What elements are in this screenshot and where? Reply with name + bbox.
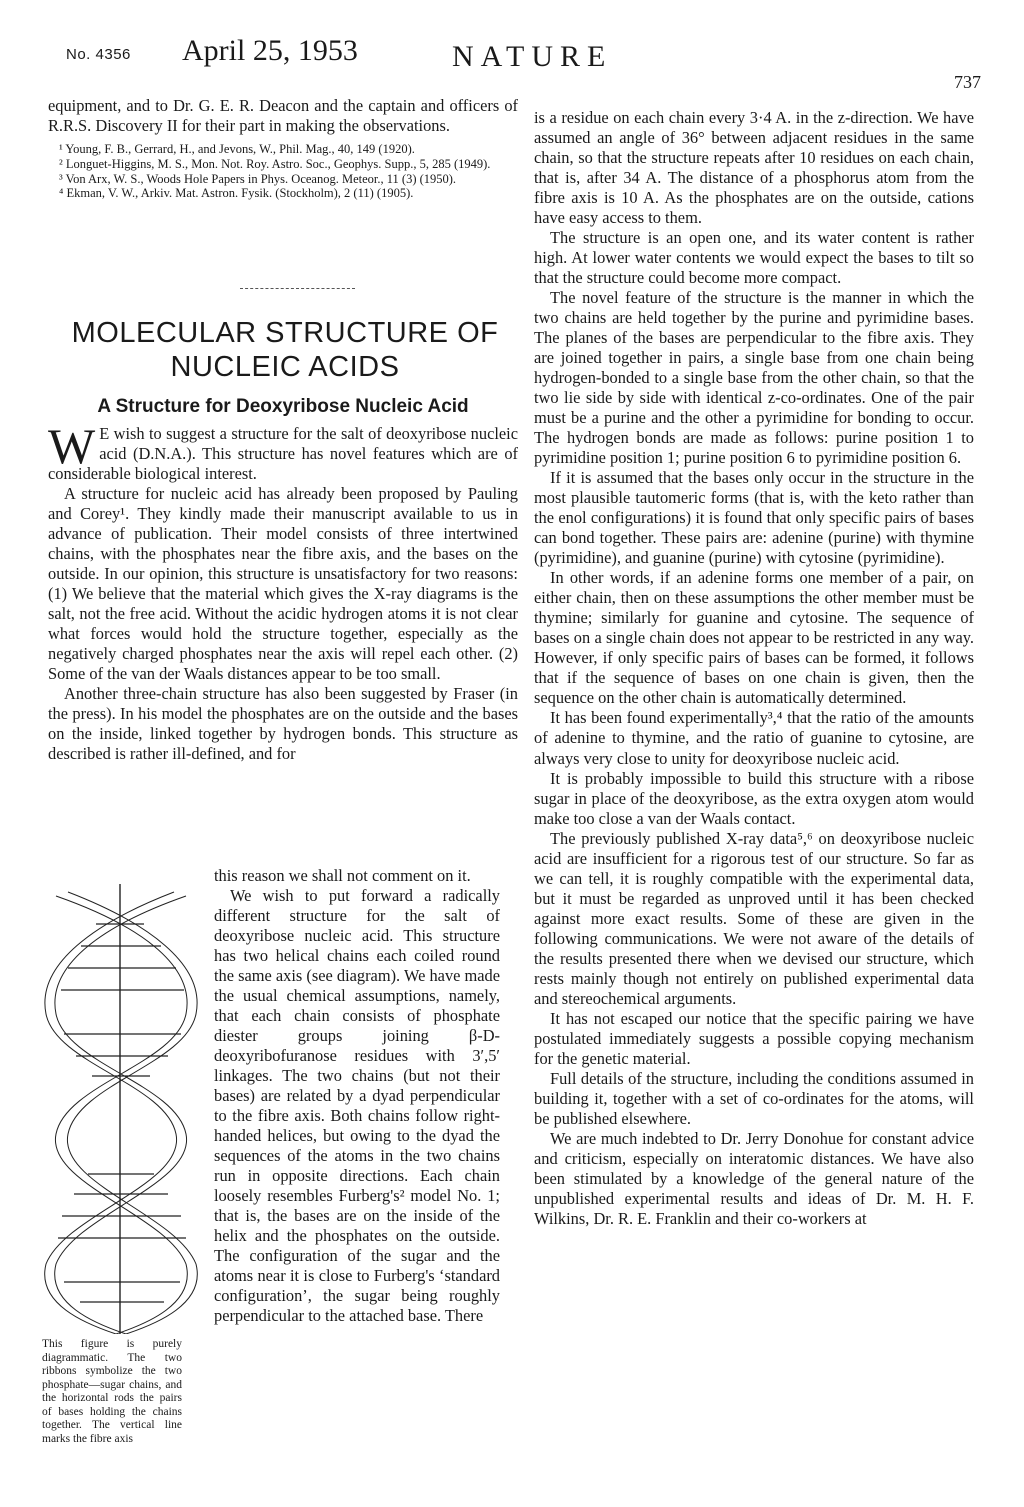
previous-article-end xyxy=(48,96,518,201)
helix-ribbon-1-edge xyxy=(67,892,197,1334)
helix-ribbon-2-edge xyxy=(45,892,177,1334)
double-helix-figure xyxy=(26,884,211,1334)
title-line-2: NUCLEIC ACIDS xyxy=(170,351,400,384)
paragraph: The novel feature of the structure is the manner in which the two chains are held together by the purine and pyrimidine bases. The planes of the bases are perpendicular to the fibre axis. They are joined together in pairs, a single base from one chain being hydrogen-bonded to a single base from the other chain, so that the two lie side by side with identical z-co-ordinates. One of the pair must be a purine and the other a pyrimidine for bonding to occur. The hydrogen bonds are made as follows: purine position 1 to pyrimidine position 1; purine position 6 to pyrimidine position 6. xyxy=(534,288,974,468)
paragraph: Another three-chain structure has also been suggested by Fraser (in the press). In his model the phosphates are on the outside and the bases on the inside, linked together by hydrogen bonds. This structure as described is rather ill-defined, and for xyxy=(48,684,518,764)
paragraph: We wish to put forward a radically different structure for the salt of deoxyribose nucleic acid. This structure has two helical chains each coiled round the same axis (see diagram). We have made the usual chemical assumptions, namely, that each chain consists of phosphate diester groups joining β-D-deoxyribofuranose residues with 3′,5′ linkages. The two chains (but not their bases) are related by a dyad perpendicular to the fibre axis. Both chains follow right-handed helices, but owing to the dyad the sequences of the atoms in the two chains run in opposite directions. Each chain loosely resembles Furberg's² model No. 1; that is, the bases are on the inside of the helix and the phosphates on the outside. The configuration of the sugar and the atoms near it is close to Furberg's ‘standard configuration’, the sugar being roughly perpendicular to the attached base. There xyxy=(214,886,501,1326)
journal-name: NATURE xyxy=(452,40,613,73)
base-pair-rods xyxy=(58,924,186,1302)
continuation-text: equipment, and to Dr. G. E. R. Deacon and the captain and officers of R.R.S. Discovery II for their part in making the observations. xyxy=(48,96,518,136)
paragraph: It is probably impossible to build this structure with a ribose sugar in place of the deoxyribose, as the extra oxygen atom would make too close a van der Waals contact. xyxy=(534,768,974,828)
paragraph: It has been found experimentally³,⁴ that the ratio of the amounts of adenine to thymine, and the ratio of guanine to cytosine, are always very close to unity for deoxyribose nucleic acid. xyxy=(534,708,974,768)
narrow-column-body xyxy=(214,866,500,1326)
paragraph: The structure is an open one, and its water content is rather high. At lower water contents we would expect the bases to tilt so that the structure could become more compact. xyxy=(534,228,974,288)
figure-caption: This figure is purely diagrammatic. The two ribbons symbolize the two phosphate—sugar chains, and the horizontal rods the pairs of bases holding the chains together. The vertical line marks the fibre axis xyxy=(42,1338,182,1445)
paragraph: is a residue on each chain every 3·4 A. in the z-direction. We have assumed an angle of 36° between adjacent residues in the same chain, so that the structure repeats after 10 residues on each chain, that is, after 34 A. The distance of a phosphorus atom from the fibre axis is 10 A. As the phosphates are on the outside, cations have easy access to them. xyxy=(534,108,974,228)
left-column-body xyxy=(48,418,518,764)
reference-list xyxy=(48,142,518,201)
title-line-1: MOLECULAR STRUCTURE OF xyxy=(71,317,499,349)
issue-date: April 25, 1953 xyxy=(182,34,358,67)
paragraph: Full details of the structure, including the conditions assumed in building it, together with a set of co-ordinates for the atoms, will be published elsewhere. xyxy=(534,1068,974,1128)
paragraph: The previously published X-ray data⁵,⁶ on deoxyribose nucleic acid are insufficient for a rigorous test of our structure. So far as we can tell, it is roughly compatible with the experimental data, but it must be regarded as unproved until it has been checked against more exact results. Some of these are given in the following communications. We were not aware of the details of the results presented there when we devised our structure, which rests mainly though not entirely on published experimental data and stereochemical arguments. xyxy=(534,828,974,1008)
helix-ribbon-1 xyxy=(55,896,187,1334)
paragraph: In other words, if an adenine forms one member of a pair, on either chain, then on these assumptions the other member must be thymine; similarly for guanine and cytosine. The sequence of bases on a single chain does not appear to be restricted in any way. However, if only specific pairs of bases can be formed, it follows that if the sequence of bases on one chain is given, then the sequence on the other chain is automatically determined. xyxy=(534,568,974,708)
drop-cap: W xyxy=(48,418,96,474)
article-subtitle: A Structure for Deoxyribose Nucleic Acid xyxy=(97,396,469,417)
issue-number: No. 4356 xyxy=(66,46,131,63)
intro-paragraph xyxy=(48,418,518,484)
reference-item: ⁴ Ekman, V. W., Arkiv. Mat. Astron. Fysik. (Stockholm), 2 (11) (1905). xyxy=(59,186,414,201)
paragraph: It has not escaped our notice that the specific pairing we have postulated immediately suggests a possible copying mechanism for the genetic material. xyxy=(534,1008,974,1068)
reference-item: ² Longuet-Higgins, M. S., Mon. Not. Roy. Astro. Soc., Geophys. Supp., 5, 285 (1949). xyxy=(59,156,491,171)
section-divider xyxy=(240,288,355,289)
paragraph: this reason we shall not comment on it. xyxy=(214,866,471,885)
paragraph: A structure for nucleic acid has already been proposed by Pauling and Corey¹. They kindly made their manuscript available to us in advance of publication. Their model consists of three intertwined chains, with the phosphates near the fibre axis, and the bases on the outside. In our opinion, this structure is unsatisfactory for two reasons: (1) We believe that the material which gives the X-ray diagrams is the salt, not the free acid. Without the acidic hydrogen atoms it is not clear what forces would hold the structure together, especially as the negatively charged phosphates near the axis will repel each other. (2) Some of the van der Waals distances appear to be too small. xyxy=(48,484,518,684)
right-column-body xyxy=(534,108,974,1229)
page-number: 737 xyxy=(954,72,981,92)
reference-item: ¹ Young, F. B., Gerrard, H., and Jevons, W., Phil. Mag., 40, 149 (1920). xyxy=(59,142,415,157)
article-title xyxy=(70,316,500,384)
reference-item: ³ Von Arx, W. S., Woods Hole Papers in Phys. Oceanog. Meteor., 11 (3) (1950). xyxy=(59,171,457,186)
paragraph: If it is assumed that the bases only occur in the structure in the most plausible tautomeric forms (that is, with the keto rather than the enol configurations) it is found that only specific pairs of bases can bond together. These pairs are: adenine (purine) with thymine (pyrimidine), and guanine (purine) with cytosine (pyrimidine). xyxy=(534,468,974,568)
paragraph: We are much indebted to Dr. Jerry Donohue for constant advice and criticism, especially on interatomic distances. We have also been stimulated by a knowledge of the general nature of the unpublished experimental results and ideas of Dr. M. H. F. Wilkins, Dr. R. E. Franklin and their co-workers at xyxy=(534,1128,974,1228)
intro-text: E wish to suggest a structure for the salt of deoxyribose nucleic acid (D.N.A.). This structure has novel features which are of considerable biological interest. xyxy=(48,424,518,484)
